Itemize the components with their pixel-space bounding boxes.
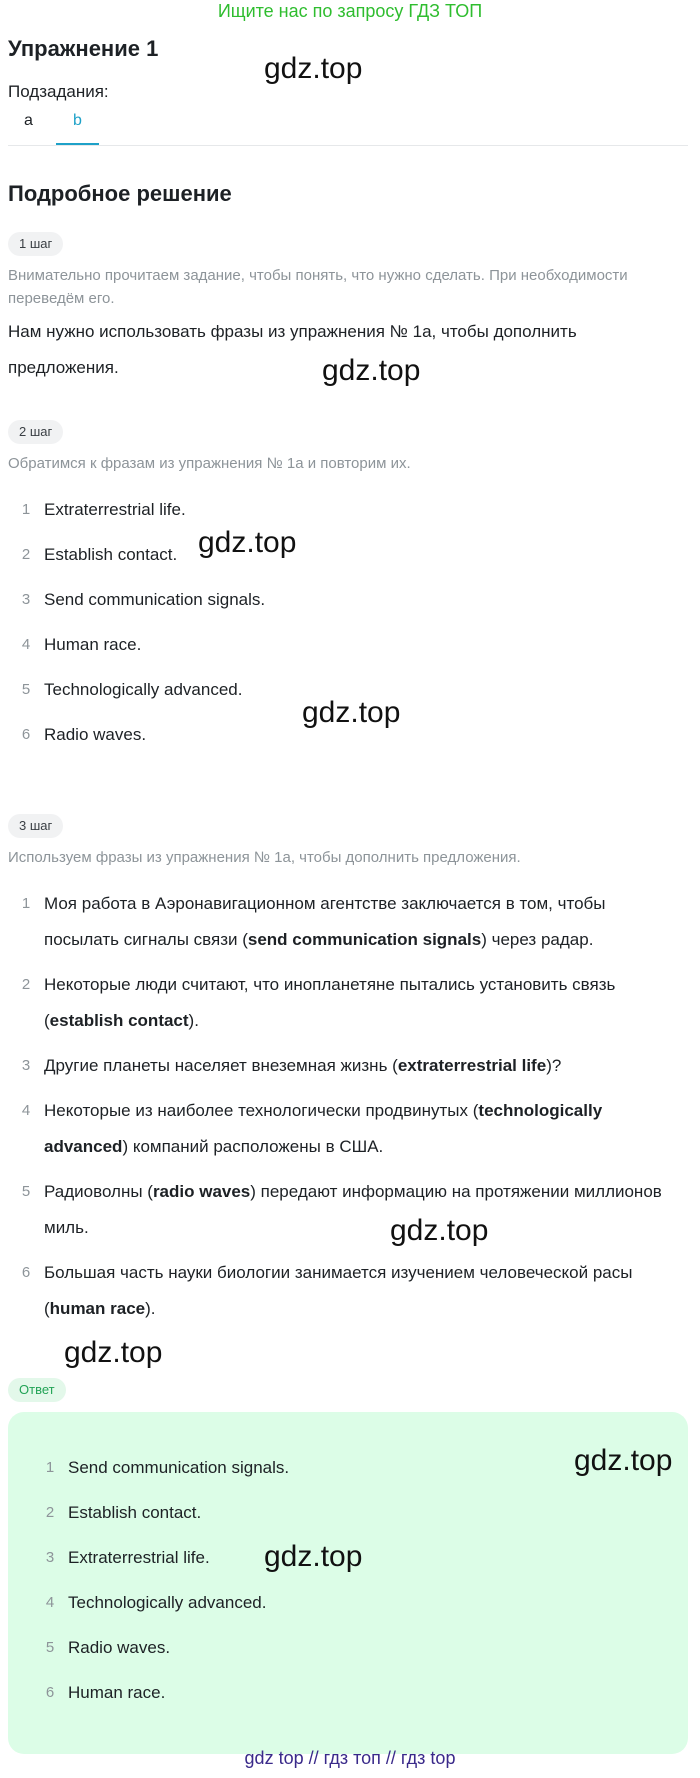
list-item xyxy=(8,582,688,618)
page-title: Упражнение 1 xyxy=(8,36,159,61)
item-text: Establish contact. xyxy=(44,545,178,564)
watermark: gdz.top xyxy=(390,1214,489,1247)
solution-heading: Подробное решение xyxy=(8,181,232,206)
item-number: 2 xyxy=(21,976,31,993)
list-item xyxy=(32,1495,672,1531)
list-item xyxy=(32,1630,672,1666)
top-banner: Ищите нас по запросу ГДЗ ТОП xyxy=(217,1,483,21)
step-2-badge: 2 шаг xyxy=(8,420,63,444)
watermark: gdz.top xyxy=(264,1540,363,1573)
step-1-badge: 1 шаг xyxy=(8,232,63,256)
item-text: Send communication signals. xyxy=(68,1458,290,1477)
step-1-hint: Внимательно прочитаем задание, чтобы понять, что нужно сделать. При необходимости переведём его. xyxy=(8,267,628,307)
item-number: 4 xyxy=(45,1594,55,1611)
item-text: Некоторые люди считают, что инопланетяне пытались установить связь (establish contact). xyxy=(44,975,616,1030)
tabs-divider xyxy=(8,145,688,146)
item-text: Establish contact. xyxy=(68,1503,202,1522)
watermark: gdz.top xyxy=(264,52,363,85)
item-text: Моя работа в Аэронавигационном агентстве заключается в том, чтобы посылать сигналы связи (send communication signals) через радар. xyxy=(44,894,606,949)
item-text: Human race. xyxy=(44,635,142,654)
item-text: Радиоволны (radio waves) передают информацию на протяжении миллионов миль. xyxy=(44,1182,662,1237)
list-item xyxy=(8,627,688,663)
item-number: 4 xyxy=(21,636,31,653)
list-item xyxy=(32,1675,672,1711)
item-number: 6 xyxy=(21,1264,31,1281)
subtasks-label: Подзадания: xyxy=(8,82,109,101)
item-text: Extraterrestrial life. xyxy=(44,500,186,519)
footer-links[interactable]: gdz top // гдз топ // гдз top xyxy=(244,1748,456,1768)
list-item xyxy=(8,492,688,528)
item-number: 5 xyxy=(21,681,31,698)
item-number: 1 xyxy=(21,895,31,912)
tab-a[interactable]: a xyxy=(24,112,33,129)
item-number: 5 xyxy=(21,1183,31,1200)
watermark: gdz.top xyxy=(198,526,297,559)
step-3-hint: Используем фразы из упражнения № 1a, чтобы дополнить предложения. xyxy=(8,849,521,866)
watermark: gdz.top xyxy=(302,696,401,729)
item-number: 2 xyxy=(21,546,31,563)
list-item xyxy=(8,1174,688,1246)
step-3-badge: 3 шаг xyxy=(8,814,63,838)
answer-badge: Ответ xyxy=(8,1378,66,1402)
item-text: Technologically advanced. xyxy=(44,680,243,699)
step-2-hint: Обратимся к фразам из упражнения № 1a и повторим их. xyxy=(8,455,411,472)
list-item xyxy=(8,967,688,1039)
item-number: 3 xyxy=(45,1549,55,1566)
item-number: 3 xyxy=(21,591,31,608)
item-text: Send communication signals. xyxy=(44,590,266,609)
item-number: 2 xyxy=(45,1504,55,1521)
list-item xyxy=(8,1048,688,1084)
step-1-text: Нам нужно использовать фразы из упражнения № 1a, чтобы дополнить предложения. xyxy=(8,322,577,377)
watermark: gdz.top xyxy=(64,1336,163,1369)
item-text: Extraterrestrial life. xyxy=(68,1548,210,1567)
item-number: 3 xyxy=(21,1057,31,1074)
item-text: Radio waves. xyxy=(44,725,147,744)
watermark: gdz.top xyxy=(574,1444,673,1477)
list-item xyxy=(8,1093,688,1165)
item-number: 5 xyxy=(45,1639,55,1656)
item-text: Некоторые из наиболее технологически продвинутых (technologically advanced) компаний расположены в США. xyxy=(44,1101,603,1156)
watermark: gdz.top xyxy=(322,354,421,387)
item-number: 4 xyxy=(21,1102,31,1119)
item-text: Technologically advanced. xyxy=(68,1593,267,1612)
list-item xyxy=(8,1255,688,1327)
list-item xyxy=(32,1585,672,1621)
item-text: Radio waves. xyxy=(68,1638,171,1657)
item-text: Другие планеты населяет внеземная жизнь (extraterrestrial life)? xyxy=(44,1056,562,1075)
item-number: 6 xyxy=(21,726,31,743)
item-text: Human race. xyxy=(68,1683,166,1702)
answer-list xyxy=(32,1450,672,1720)
item-number: 6 xyxy=(45,1684,55,1701)
list-item xyxy=(8,537,688,573)
item-text: Большая часть науки биологии занимается изучением человеческой расы (human race). xyxy=(44,1263,633,1318)
list-item xyxy=(8,886,688,958)
step-3-list xyxy=(8,886,688,1336)
active-tab-indicator xyxy=(56,143,99,145)
item-number: 1 xyxy=(45,1459,55,1476)
tab-b[interactable]: b xyxy=(73,112,82,129)
item-number: 1 xyxy=(21,501,31,518)
